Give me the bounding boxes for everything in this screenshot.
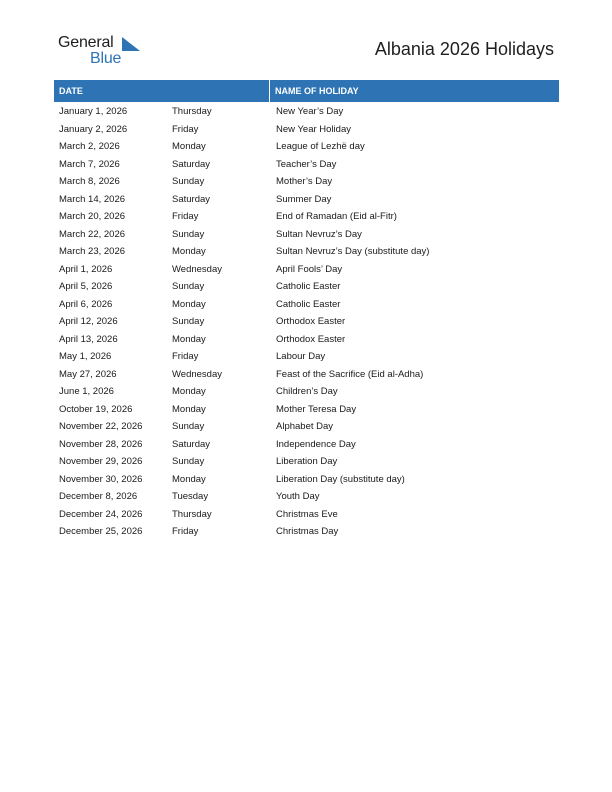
holiday-date: March 22, 2026 [59,228,126,240]
holiday-date: April 5, 2026 [59,281,113,293]
holiday-name: Liberation Day (substitute day) [276,473,405,485]
holiday-name: Alphabet Day [276,421,334,433]
holiday-name: Feast of the Sacrifice (Eid al-Adha) [276,368,424,380]
holiday-name: April Fools’ Day [276,263,343,275]
table-row [54,471,559,489]
holiday-weekday: Thursday [172,106,212,118]
holiday-weekday: Sunday [172,228,205,240]
holiday-table [54,80,559,541]
table-row [54,523,559,541]
holiday-name: Christmas Eve [276,508,338,520]
holiday-name: End of Ramadan (Eid al-Fitr) [276,211,397,223]
holiday-weekday: Monday [172,473,206,485]
holiday-date: March 7, 2026 [59,158,120,170]
column-header-holiday-name: NAME OF HOLIDAY [275,86,359,96]
table-row [54,488,559,506]
logo-word-blue: Blue [90,50,122,67]
generalblue-logo [58,34,148,70]
holiday-name: Labour Day [276,351,326,363]
table-row [54,296,559,314]
holiday-date: December 8, 2026 [59,491,138,503]
holiday-weekday: Thursday [172,508,212,520]
table-header [54,80,559,102]
holiday-date: November 28, 2026 [59,438,143,450]
holiday-weekday: Friday [172,351,199,363]
holiday-weekday: Monday [172,141,206,153]
holiday-date: April 1, 2026 [59,263,113,275]
logo-word-general: General [58,34,114,51]
holiday-weekday: Monday [172,246,206,258]
table-row [54,156,559,174]
holiday-name: Christmas Day [276,526,339,538]
holiday-date: May 1, 2026 [59,351,112,363]
holiday-name: League of Lezhë day [276,141,365,153]
holiday-name: Catholic Easter [276,298,341,310]
table-row [54,401,559,419]
holiday-date: May 27, 2026 [59,368,117,380]
table-row [54,383,559,401]
table-row [54,121,559,139]
holiday-weekday: Saturday [172,193,211,205]
holiday-weekday: Monday [172,333,206,345]
table-row [54,261,559,279]
holiday-name: Orthodox Easter [276,316,346,328]
holiday-name: Mother’s Day [276,176,333,188]
holiday-date: December 24, 2026 [59,508,143,520]
table-body [54,102,559,541]
table-row [54,366,559,384]
page-title: Albania 2026 Holidays [374,39,554,59]
holiday-weekday: Tuesday [172,491,209,503]
table-row [54,103,559,121]
holiday-date: January 2, 2026 [59,123,128,135]
holiday-weekday: Wednesday [172,263,222,275]
holiday-name: Orthodox Easter [276,333,346,345]
holiday-date: April 6, 2026 [59,298,113,310]
holiday-name: Summer Day [276,193,332,205]
holiday-date: November 22, 2026 [59,421,143,433]
table-row [54,453,559,471]
table-row [54,278,559,296]
holiday-name: New Year Holiday [276,123,351,135]
column-header-date: DATE [54,80,270,102]
holiday-weekday: Sunday [172,281,205,293]
table-row [54,506,559,524]
holiday-date: December 25, 2026 [59,526,143,538]
holiday-name: Sultan Nevruz’s Day (substitute day) [276,246,430,258]
holiday-name: Independence Day [276,438,356,450]
holiday-name: Catholic Easter [276,281,341,293]
holiday-date: March 23, 2026 [59,246,126,258]
holiday-weekday: Sunday [172,456,205,468]
table-row [54,208,559,226]
holiday-weekday: Monday [172,386,206,398]
table-row [54,243,559,261]
holiday-weekday: Sunday [172,421,205,433]
table-row [54,191,559,209]
logo-triangle-icon [122,37,140,51]
table-row [54,313,559,331]
table-row [54,348,559,366]
holiday-weekday: Monday [172,403,206,415]
holiday-date: October 19, 2026 [59,403,133,415]
table-row [54,173,559,191]
holiday-date: November 29, 2026 [59,456,143,468]
holiday-date: March 2, 2026 [59,141,120,153]
holiday-weekday: Wednesday [172,368,222,380]
holiday-date: April 12, 2026 [59,316,118,328]
holiday-date: March 14, 2026 [59,193,126,205]
holiday-name: Mother Teresa Day [276,403,357,415]
holiday-weekday: Saturday [172,158,211,170]
holiday-name: Youth Day [276,491,320,503]
holiday-weekday: Friday [172,211,199,223]
table-row [54,226,559,244]
holiday-weekday: Saturday [172,438,211,450]
holiday-date: June 1, 2026 [59,386,114,398]
holiday-name: Sultan Nevruz’s Day [276,228,362,240]
holiday-weekday: Friday [172,123,199,135]
holiday-name: Liberation Day [276,456,338,468]
holiday-name: New Year’s Day [276,106,344,118]
holiday-date: March 20, 2026 [59,211,126,223]
table-row [54,418,559,436]
holiday-name: Teacher’s Day [276,158,337,170]
holiday-weekday: Friday [172,526,199,538]
holiday-date: November 30, 2026 [59,473,143,485]
holiday-date: January 1, 2026 [59,106,128,118]
holiday-name: Children’s Day [276,386,338,398]
holiday-date: March 8, 2026 [59,176,120,188]
holiday-weekday: Monday [172,298,206,310]
table-row [54,436,559,454]
table-row [54,138,559,156]
holiday-weekday: Sunday [172,176,205,188]
holiday-date: April 13, 2026 [59,333,118,345]
holiday-weekday: Sunday [172,316,205,328]
table-row [54,331,559,349]
